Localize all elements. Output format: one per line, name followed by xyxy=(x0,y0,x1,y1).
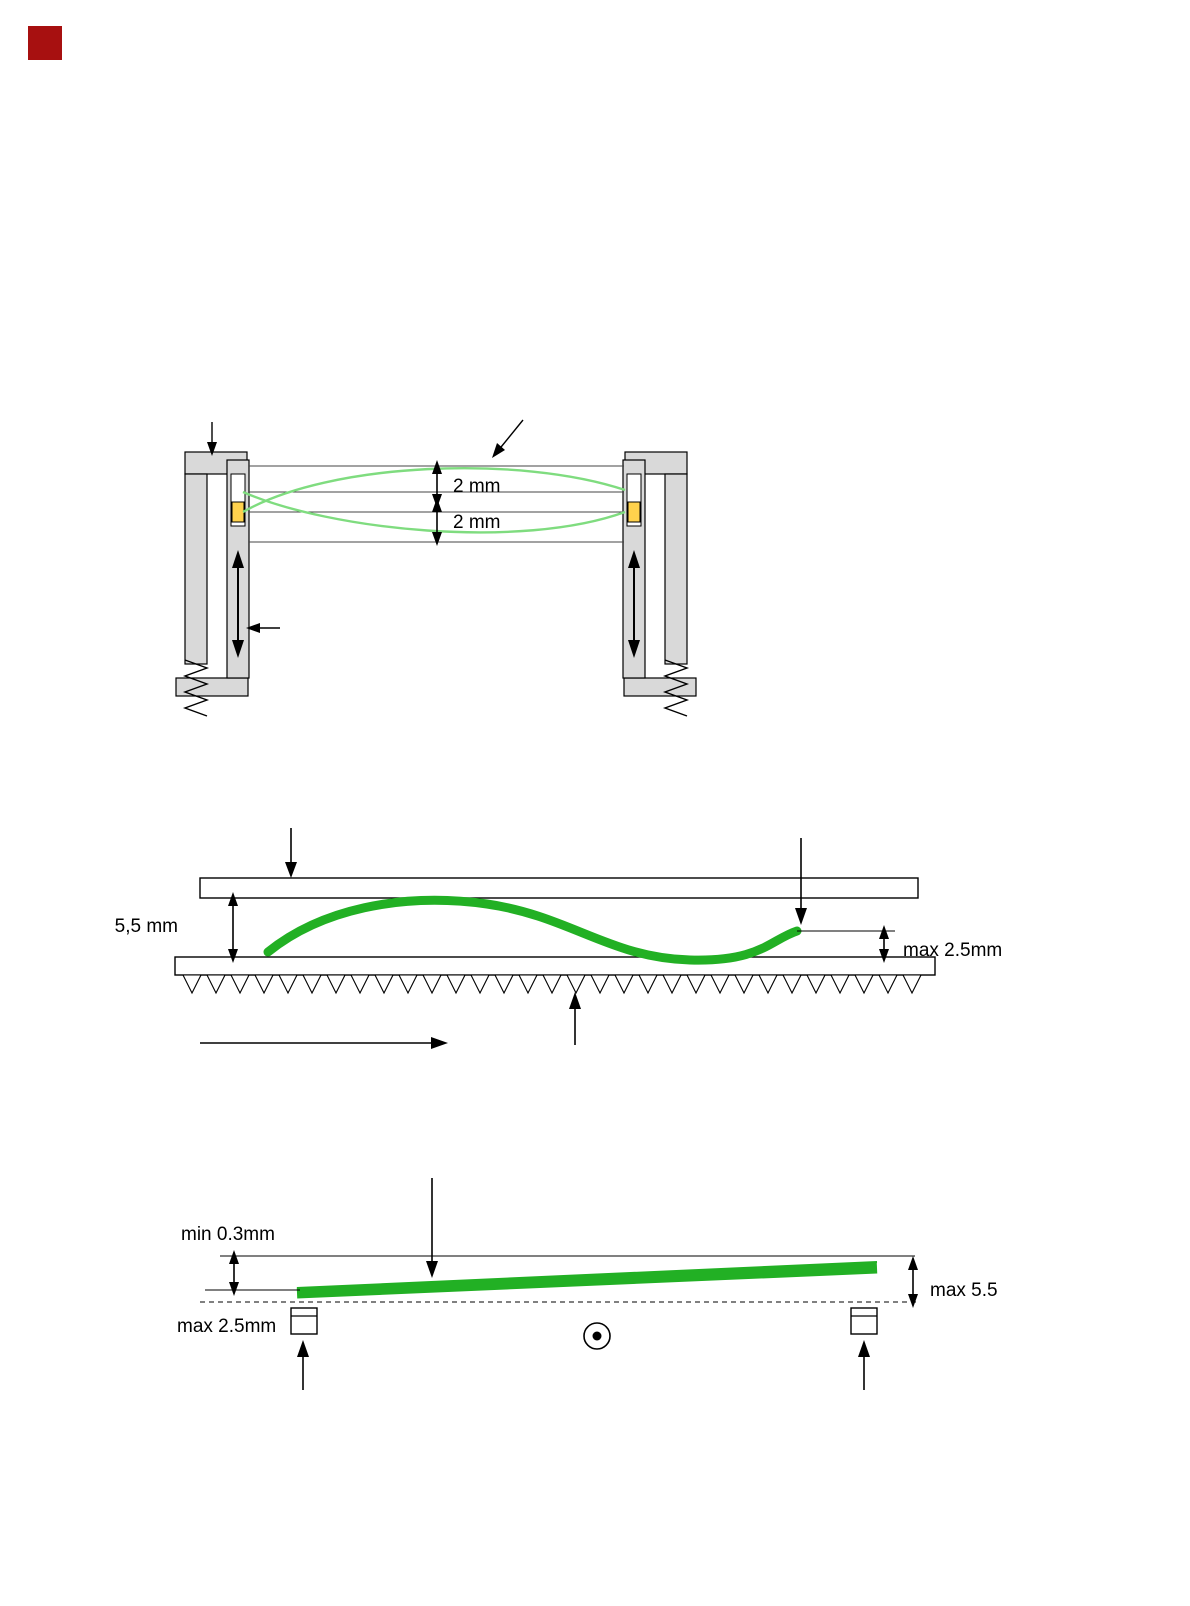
height-dimension xyxy=(115,892,238,963)
max-amplitude-label: max 2.5mm xyxy=(903,940,1003,961)
left-support xyxy=(291,1308,317,1334)
wavy-strip xyxy=(268,900,797,960)
height-label: 5,5 mm xyxy=(114,916,178,937)
tilted-strip xyxy=(297,1268,877,1293)
right-support-callout-arrow xyxy=(858,1340,870,1390)
lower-gap-label: 2 mm xyxy=(453,512,501,533)
left-top-callout-arrow xyxy=(207,422,217,456)
max-right-height-label: max 5.5 xyxy=(930,1280,998,1301)
upper-gap-label: 2 mm xyxy=(453,476,501,497)
red-square-logo xyxy=(28,26,62,60)
strip-upper-envelope xyxy=(243,468,625,512)
lower-gap-dimension xyxy=(432,498,501,546)
min-clearance-dimension xyxy=(205,1250,300,1296)
max-left-clearance-label: max 2.5mm xyxy=(177,1316,277,1337)
direction-arrow xyxy=(200,1037,448,1049)
left-side-callout-arrow xyxy=(246,623,280,633)
tilted-strip-clearance-diagram xyxy=(0,1150,1190,1440)
max-right-height-dimension xyxy=(908,1256,998,1308)
right-fixture xyxy=(623,452,696,716)
left-support-callout-arrow xyxy=(297,1340,309,1390)
min-clearance-label: min 0.3mm xyxy=(181,1224,275,1245)
right-support xyxy=(851,1308,877,1334)
lower-plate xyxy=(175,957,935,975)
center-point-symbol xyxy=(584,1323,610,1349)
strip-callout-arrow xyxy=(492,420,523,458)
teeth-callout-arrow xyxy=(569,992,581,1045)
upper-plate xyxy=(200,878,918,898)
wavy-strip-between-plates-diagram xyxy=(0,800,1190,1080)
upper-plate-callout-arrow xyxy=(285,828,297,878)
strip-callout-arrow xyxy=(426,1178,438,1278)
clamped-strip-oscillation-diagram xyxy=(0,400,1190,730)
plate-teeth xyxy=(183,975,921,993)
